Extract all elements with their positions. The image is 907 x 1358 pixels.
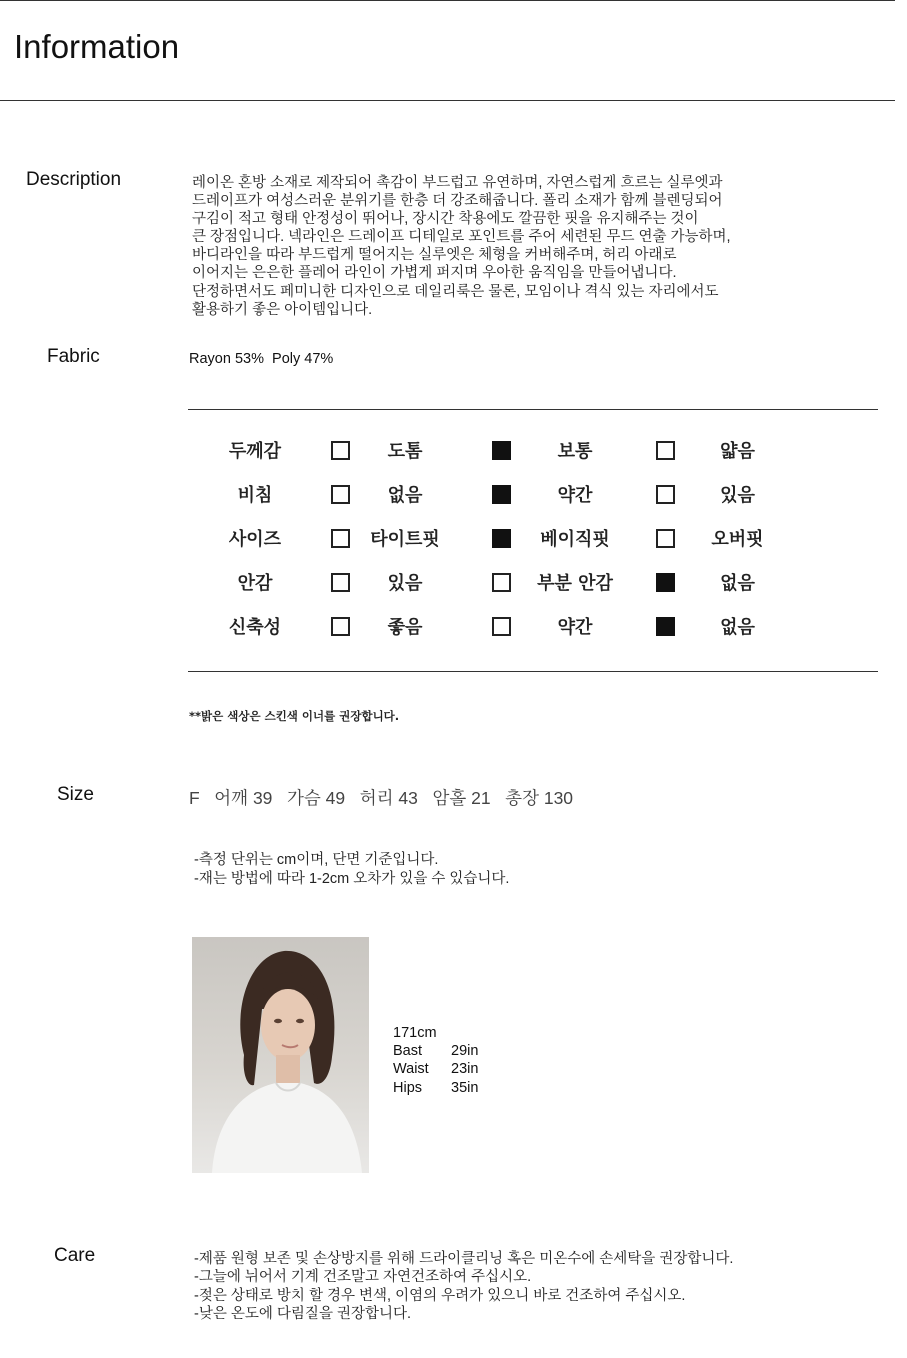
description-label: Description xyxy=(26,169,122,190)
spec-option: 약간 xyxy=(557,617,593,638)
checkbox-checked xyxy=(492,485,511,504)
description-line: 구김이 적고 형태 안정성이 뛰어나, 장시간 착용에도 깔끔한 핏을 유지해주는 것이 xyxy=(192,211,699,228)
measurement-key: Hips xyxy=(393,1079,423,1096)
size-note: -측정 단위는 cm이며, 단면 기준입니다. xyxy=(194,852,439,868)
spec-attribute: 비침 xyxy=(237,485,273,506)
spec-option: 얇음 xyxy=(720,441,755,462)
description-line: 이어지는 은은한 플레어 라인이 가볍게 퍼지며 우아한 움직임을 만들어냅니다. xyxy=(192,265,677,282)
care-line: -낮은 온도에 다림질을 권장합니다. xyxy=(194,1305,412,1322)
spec-row-stretch xyxy=(0,613,907,643)
title-divider xyxy=(0,100,895,101)
model-height: 171cm xyxy=(393,1025,437,1041)
size-note: -재는 방법에 따라 1-2cm 오차가 있을 수 있습니다. xyxy=(194,870,510,887)
model-illustration xyxy=(192,937,369,1173)
fabric-label: Fabric xyxy=(47,346,100,367)
checkbox xyxy=(331,529,350,548)
fabric-value: Rayon 53% Poly 47% xyxy=(189,351,334,367)
spec-option: 약간 xyxy=(557,485,593,506)
description-line: 단정하면서도 페미니한 디자인으로 데일리룩은 물론, 모임이나 격식 있는 자리에서도 xyxy=(192,283,719,300)
top-border xyxy=(0,0,895,1)
spec-option: 있음 xyxy=(387,573,423,594)
spec-option: 없음 xyxy=(720,617,755,638)
spec-option: 부분 안감 xyxy=(537,573,613,594)
spec-option: 없음 xyxy=(720,573,755,594)
checkbox xyxy=(331,485,350,504)
checkbox xyxy=(331,617,350,636)
spec-row-thickness xyxy=(0,437,907,467)
model-measurements xyxy=(393,1024,478,1097)
checkbox xyxy=(656,441,675,460)
spec-option: 보통 xyxy=(557,441,593,462)
measurement-value: 23in xyxy=(451,1061,479,1078)
care-instructions xyxy=(194,1250,733,1323)
spec-table-bottom-rule xyxy=(188,671,878,672)
measurement-row xyxy=(393,1060,478,1078)
model-photo xyxy=(192,937,369,1173)
spec-option: 좋음 xyxy=(387,617,423,638)
size-label: Size xyxy=(57,784,94,805)
description-line: 큰 장점입니다. 넥라인은 드레이프 디테일로 포인트를 주어 세련된 무드 연출 가능하며, xyxy=(192,229,731,246)
spec-row-transparency xyxy=(0,481,907,511)
color-note: **밝은 색상은 스킨색 이너를 권장합니다. xyxy=(189,709,400,723)
checkbox xyxy=(492,573,511,592)
description-line: 바디라인을 따라 부드럽게 떨어지는 실루엣은 체형을 커버해주며, 허리 아래로 xyxy=(192,247,677,264)
measurement-row xyxy=(393,1042,478,1060)
checkbox xyxy=(656,529,675,548)
checkbox-checked xyxy=(656,573,675,592)
spec-option: 베이직핏 xyxy=(540,529,610,550)
measurement-key: Bast xyxy=(393,1043,423,1060)
checkbox-checked xyxy=(492,441,511,460)
measurement-key: Waist xyxy=(393,1061,429,1078)
measurement-value: 29in xyxy=(451,1043,479,1060)
description-line: 레이온 혼방 소재로 제작되어 촉감이 부드럽고 유연하며, 자연스럽게 흐르는 실루엣과 xyxy=(192,175,723,191)
spec-attribute: 두께감 xyxy=(228,441,282,462)
page-title: Information xyxy=(14,28,180,65)
care-line: -젖은 상태로 방치 할 경우 변색, 이염의 우려가 있으니 바로 건조하여 주십시오. xyxy=(194,1287,686,1304)
size-notes xyxy=(194,851,509,888)
checkbox-checked xyxy=(656,617,675,636)
spec-attribute: 안감 xyxy=(237,573,273,594)
checkbox xyxy=(331,573,350,592)
spec-attribute: 사이즈 xyxy=(228,529,282,550)
description-line: 드레이프가 여성스러운 분위기를 한층 더 강조해줍니다. 폴리 소재가 함께 블렌딩되어 xyxy=(192,193,723,210)
checkbox xyxy=(492,617,511,636)
description-line: 활용하기 좋은 아이템입니다. xyxy=(192,301,373,318)
spec-option: 도톰 xyxy=(387,441,423,462)
spec-option: 없음 xyxy=(387,485,423,506)
spec-option: 있음 xyxy=(720,485,755,506)
care-line: -그늘에 뉘어서 기계 건조말고 자연건조하여 주십시오. xyxy=(194,1269,532,1286)
description-text xyxy=(192,174,731,319)
measurement-row xyxy=(393,1079,478,1097)
spec-table-top-rule xyxy=(188,409,878,410)
size-measurements: F 어깨 39 가슴 49 허리 43 암홀 21 총장 130 xyxy=(189,788,574,808)
measurement-value: 35in xyxy=(451,1079,479,1096)
spec-row-lining xyxy=(0,569,907,599)
checkbox xyxy=(331,441,350,460)
care-label: Care xyxy=(54,1245,96,1266)
spec-option: 오버핏 xyxy=(711,529,764,550)
care-line: -제품 원형 보존 및 손상방지를 위해 드라이클리닝 혹은 미온수에 손세탁을 권장합니다. xyxy=(194,1251,734,1267)
checkbox-checked xyxy=(492,529,511,548)
checkbox xyxy=(656,485,675,504)
spec-option: 타이트핏 xyxy=(370,529,440,550)
spec-row-fit xyxy=(0,525,907,555)
spec-attribute: 신축성 xyxy=(228,617,282,638)
